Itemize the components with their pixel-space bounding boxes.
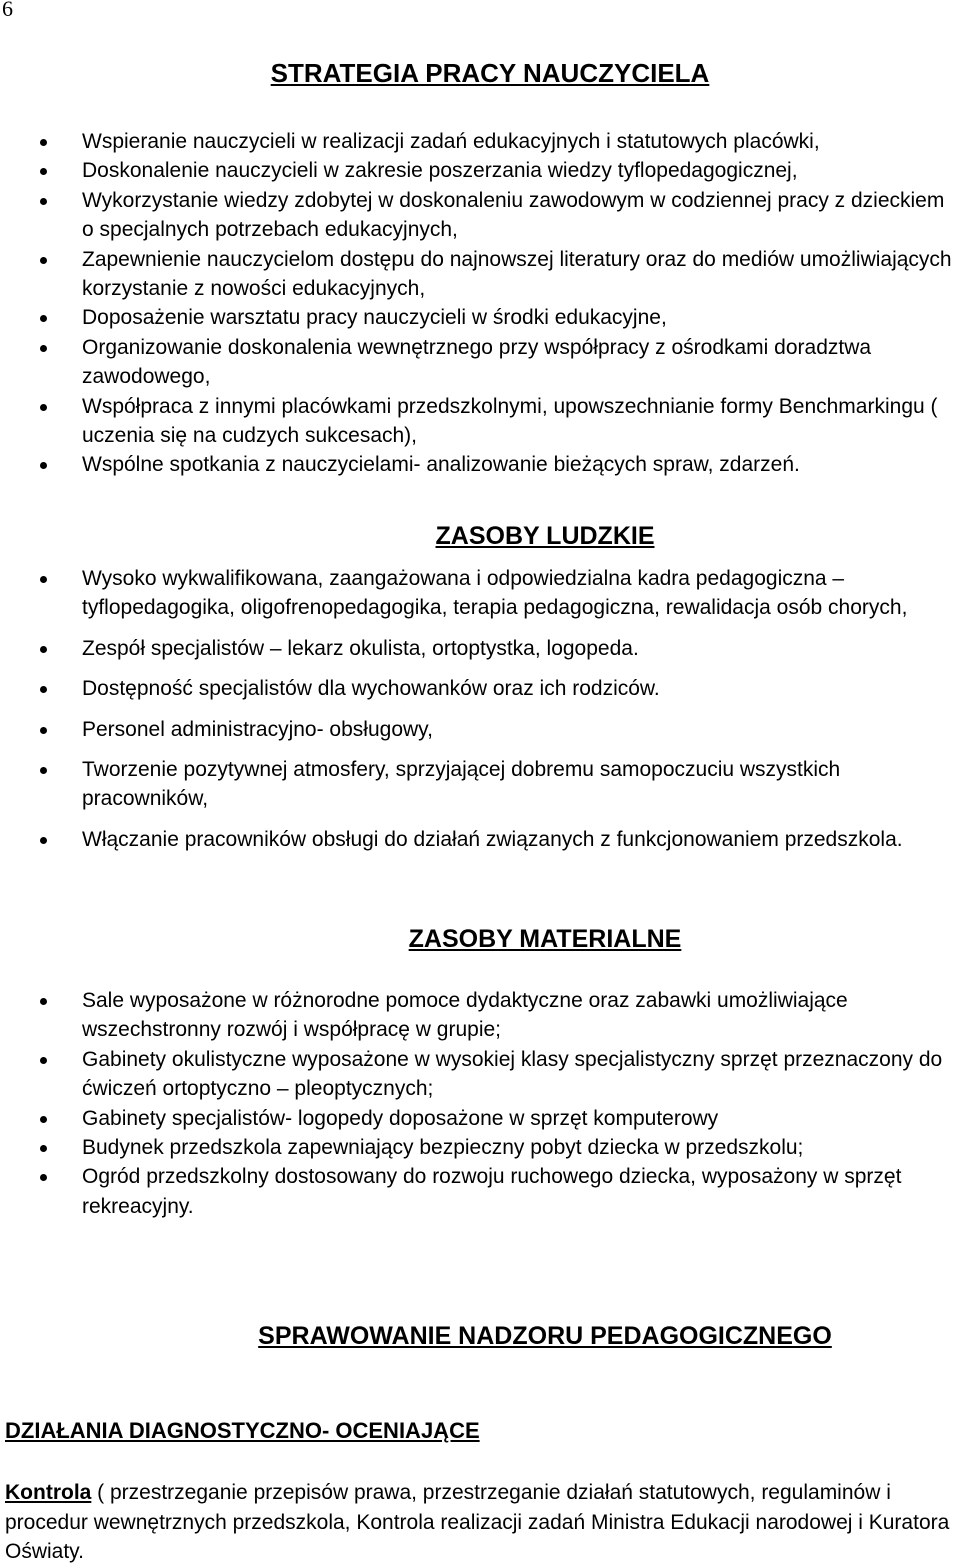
list-item: [0, 825, 960, 854]
kontrola-text: ( przestrzeganie przepisów prawa, przestrzeganie działań statutowych, regulaminów i procedur wewnętrznych przedszkola, Kontrola realizacji zadań Ministra Edukacji narodowej i Kuratora Oświaty.: [5, 1481, 950, 1564]
list-item: [0, 1045, 960, 1104]
bullet-icon: [40, 1145, 47, 1152]
zasoby-ludzkie-list: [0, 564, 960, 865]
list-item: [0, 715, 960, 744]
section-title-zasoby-materialne: ZASOBY MATERIALNE: [408, 925, 682, 953]
bullet-icon: [40, 767, 47, 774]
list-item-text: Współpraca z innymi placówkami przedszkolnymi, upowszechnianie formy Benchmarkingu ( uczenia się na cudzych sukcesach),: [82, 394, 938, 448]
section-title-strategia: STRATEGIA PRACY NAUCZYCIELA: [270, 58, 710, 88]
list-item: [0, 245, 960, 304]
bullet-icon: [40, 139, 47, 146]
list-item-text: Budynek przedszkola zapewniający bezpieczny pobyt dziecka w przedszkolu;: [82, 1136, 804, 1160]
list-item: [0, 156, 960, 185]
list-item: [0, 186, 960, 245]
bullet-icon: [40, 168, 47, 175]
bullet-icon: [40, 257, 47, 264]
bullet-icon: [40, 646, 47, 653]
list-item-text: Doskonalenie nauczycieli w zakresie poszerzania wiedzy tyflopedagogicznej,: [82, 159, 798, 183]
list-item-text: Doposażenie warsztatu pracy nauczycieli w środki edukacyjne,: [82, 306, 667, 330]
page-number: 6: [2, 0, 13, 21]
list-item: [0, 634, 960, 663]
list-item: [0, 333, 960, 392]
list-item-text: Tworzenie pozytywnej atmosfery, sprzyjającej dobremu samopoczuciu wszystkich pracowników,: [82, 758, 841, 811]
bullet-icon: [40, 462, 47, 469]
bullet-icon: [40, 686, 47, 693]
bullet-icon: [40, 345, 47, 352]
section-title-zasoby-ludzkie: ZASOBY LUDZKIE: [435, 522, 655, 550]
list-item-text: Personel administracyjno- obsługowy,: [82, 717, 433, 741]
bullet-icon: [40, 576, 47, 583]
list-item-text: Ogród przedszkolny dostosowany do rozwoju ruchowego dziecka, wyposażony w sprzęt rekreacyjny.: [82, 1165, 902, 1218]
bullet-icon: [40, 198, 47, 205]
list-item: [0, 755, 960, 814]
list-item-text: Gabinety okulistyczne wyposażone w wysokiej klasy specjalistyczny sprzęt przeznaczony do ćwiczeń ortoptyczno – pleoptycznych;: [82, 1047, 943, 1101]
list-item-text: Włączanie pracowników obsługi do działań związanych z funkcjonowaniem przedszkola.: [82, 827, 903, 851]
bullet-icon: [40, 837, 47, 844]
list-item-text: Gabinety specjalistów- logopedy doposażone w sprzęt komputerowy: [82, 1106, 719, 1130]
list-item-text: Organizowanie doskonalenia wewnętrznego przy współpracy z ośrodkami doradztwa zawodowego,: [82, 335, 872, 389]
list-item: [0, 392, 960, 451]
bullet-icon: [40, 1174, 47, 1181]
section-title-nadzor: SPRAWOWANIE NADZORU PEDAGOGICZNEGO: [258, 1322, 832, 1350]
bullet-icon: [40, 404, 47, 411]
list-item-text: Wykorzystanie wiedzy zdobytej w doskonaleniu zawodowym w codziennej pracy z dzieckiem o specjalnych potrzebach edukacyjnych,: [82, 188, 945, 242]
subsection-title-dzialania: DZIAŁANIA DIAGNOSTYCZNO- OCENIAJĄCE: [5, 1418, 480, 1443]
list-item-text: Sale wyposażone w różnorodne pomoce dydaktyczne oraz zabawki umożliwiające wszechstronny rozwój i współpracę w grupie;: [82, 989, 848, 1042]
kontrola-paragraph: [5, 1478, 955, 1567]
bullet-icon: [40, 1057, 47, 1064]
kontrola-term: Kontrola: [5, 1481, 92, 1504]
bullet-icon: [40, 1116, 47, 1123]
list-item: [0, 303, 960, 332]
list-item: [0, 127, 960, 156]
strategia-list: [0, 127, 960, 480]
list-item: [0, 986, 960, 1045]
zasoby-materialne-list: [0, 986, 960, 1221]
list-item-text: Wysoko wykwalifikowana, zaangażowana i odpowiedzialna kadra pedagogiczna – tyflopedagogika, oligofrenopedagogika, terapia pedagogiczna, rewalidacja osób chorych,: [82, 567, 908, 620]
list-item-text: Zapewnienie nauczycielom dostępu do najnowszej literatury oraz do mediów umożliwiających korzystanie z nowości edukacyjnych,: [82, 247, 952, 301]
list-item-text: Dostępność specjalistów dla wychowanków oraz ich rodziców.: [82, 677, 660, 701]
list-item: [0, 1104, 960, 1133]
list-item: [0, 564, 960, 623]
list-item: [0, 450, 960, 479]
list-item: [0, 1133, 960, 1162]
bullet-icon: [40, 727, 47, 734]
bullet-icon: [40, 315, 47, 322]
list-item-text: Wspieranie nauczycieli w realizacji zadań edukacyjnych i statutowych placówki,: [82, 130, 820, 153]
list-item-text: Wspólne spotkania z nauczycielami- analizowanie bieżących spraw, zdarzeń.: [82, 453, 800, 477]
bullet-icon: [40, 998, 47, 1005]
list-item: [0, 674, 960, 703]
list-item-text: Zespół specjalistów – lekarz okulista, ortoptystka, logopeda.: [82, 636, 639, 660]
list-item: [0, 1162, 960, 1221]
